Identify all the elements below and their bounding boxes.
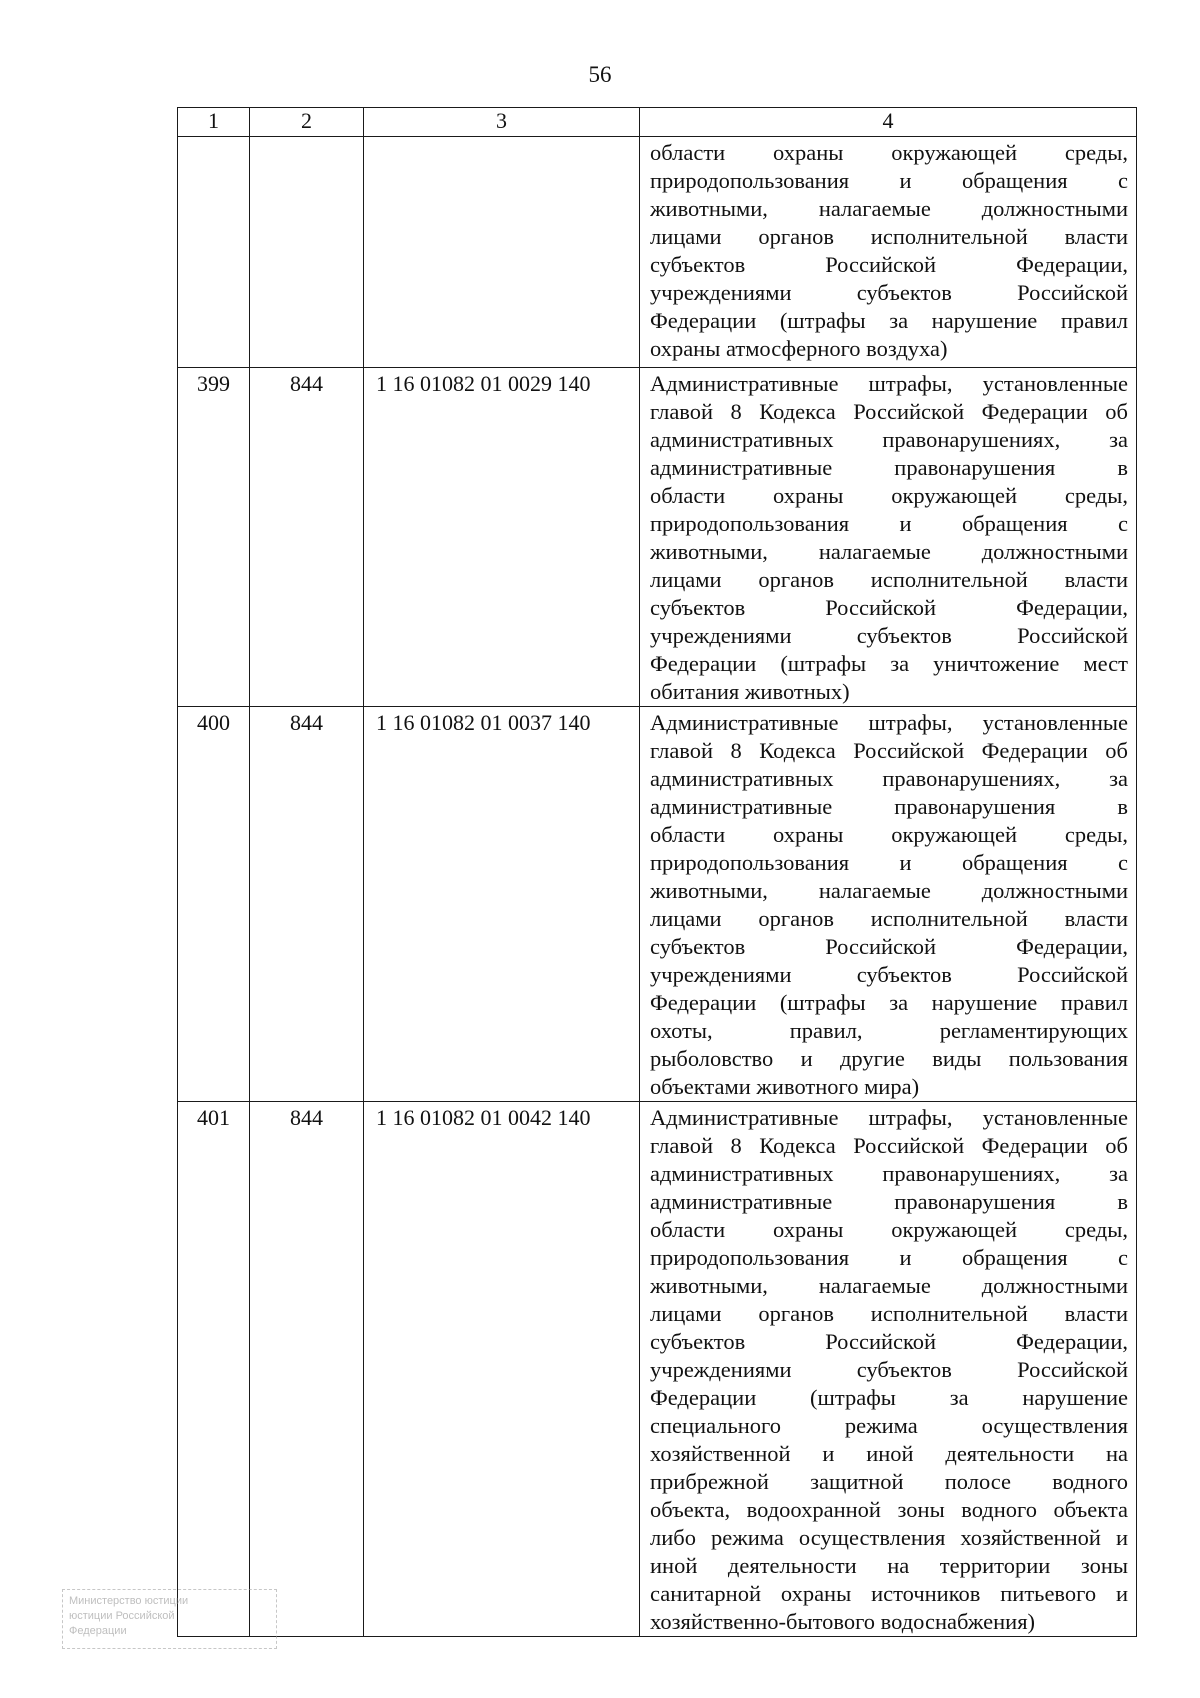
revenue-code-cell: 1 16 01082 01 0029 140 [364,368,640,707]
description-line: главой 8 Кодекса Российской Федерации об [650,1133,1128,1158]
description-line: области охраны окружающей среды, [650,822,1128,847]
description-line: административные правонарушения в [650,455,1128,480]
admin-code-cell: 844 [250,707,364,1102]
description-line: хозяйственной и иной деятельности на [650,1441,1128,1466]
revenue-code-cell: 1 16 01082 01 0042 140 [364,1102,640,1637]
row-number-cell [178,137,250,368]
description-line: рыболовство и другие виды пользования [650,1046,1128,1071]
description-line: прибрежной защитной полосе водного [650,1469,1128,1494]
description-line: хозяйственно-бытового водоснабжения) [650,1609,1036,1634]
revenue-code-cell: 1 16 01082 01 0037 140 [364,707,640,1102]
description-cell [640,137,1137,368]
description-line: учреждениями субъектов Российской [650,623,1128,648]
table-row [178,707,1137,1102]
description-line: животными, налагаемые должностными [650,878,1128,903]
description-line: лицами органов исполнительной власти [650,567,1128,592]
description-line: животными, налагаемые должностными [650,1273,1128,1298]
column-header-2: 2 [250,108,364,137]
description-line: Федерации (штрафы за нарушение правил [650,990,1128,1015]
page-number: 56 [588,62,612,87]
description-line: животными, налагаемые должностными [650,196,1128,221]
description-line: Административные штрафы, установленные [650,710,1128,735]
description-line: животными, налагаемые должностными [650,539,1128,564]
description-line: специального режима осуществления [650,1413,1128,1438]
description-line: объекта, водоохранной зоны водного объекта [650,1497,1128,1522]
admin-code-cell: 844 [250,368,364,707]
description-line: учреждениями субъектов Российской [650,962,1128,987]
table-row [178,1102,1137,1637]
description-cell [640,368,1137,707]
description-line: административные правонарушения в [650,794,1128,819]
description-line: учреждениями субъектов Российской [650,280,1128,305]
description-line: административные правонарушения в [650,1189,1128,1214]
table-row [178,368,1137,707]
column-header-4: 4 [640,108,1137,137]
table-row-continuation [178,137,1137,368]
admin-code-cell [250,137,364,368]
description-line: объектами животного мира) [650,1074,920,1099]
description-line: лицами органов исполнительной власти [650,1301,1128,1326]
description-line: лицами органов исполнительной власти [650,224,1128,249]
description-line: Федерации (штрафы за нарушение [650,1385,1128,1410]
description-line: Федерации (штрафы за нарушение правил [650,308,1128,333]
admin-code-cell: 844 [250,1102,364,1637]
description-line: Административные штрафы, установленные [650,371,1128,396]
description-line: административных правонарушениях, за [650,427,1128,452]
description-line: Административные штрафы, установленные [650,1105,1128,1130]
description-cell [640,1102,1137,1637]
description-line: санитарной охраны источников питьевого и [650,1581,1128,1606]
stamp-line: Федерации [69,1625,127,1637]
description-line: охраны атмосферного воздуха) [650,336,948,361]
description-line: природопользования и обращения с [650,168,1128,193]
description-line: субъектов Российской Федерации, [650,595,1128,620]
description-line: субъектов Российской Федерации, [650,1329,1128,1354]
description-line: области охраны окружающей среды, [650,140,1128,165]
description-line: иной деятельности на территории зоны [650,1553,1128,1578]
description-line: административных правонарушениях, за [650,766,1128,791]
description-line: учреждениями субъектов Российской [650,1357,1128,1382]
description-line: главой 8 Кодекса Российской Федерации об [650,738,1128,763]
description-line: природопользования и обращения с [650,850,1128,875]
description-line: субъектов Российской Федерации, [650,252,1128,277]
description-line: либо режима осуществления хозяйственной и [650,1525,1128,1550]
description-line: главой 8 Кодекса Российской Федерации об [650,399,1128,424]
column-header-3: 3 [364,108,640,137]
description-line: природопользования и обращения с [650,511,1128,536]
stamp-line: Министерство юстиции [69,1595,189,1607]
revenue-codes-table [177,107,1137,1637]
description-line: обитания животных) [650,679,850,704]
row-number-cell: 399 [178,368,250,707]
row-number-cell: 400 [178,707,250,1102]
table-header-row [178,108,1137,137]
column-header-1: 1 [178,108,250,137]
description-line: области охраны окружающей среды, [650,483,1128,508]
registration-stamp [62,1589,277,1649]
description-line: административных правонарушениях, за [650,1161,1128,1186]
stamp-line: юстиции Российской [69,1610,175,1622]
description-line: охоты, правил, регламентирующих [650,1018,1128,1043]
description-line: области охраны окружающей среды, [650,1217,1128,1242]
description-line: природопользования и обращения с [650,1245,1128,1270]
description-line: лицами органов исполнительной власти [650,906,1128,931]
row-number-cell: 401 [178,1102,250,1637]
description-line: Федерации (штрафы за уничтожение мест [650,651,1128,676]
revenue-code-cell [364,137,640,368]
description-cell [640,707,1137,1102]
description-line: субъектов Российской Федерации, [650,934,1128,959]
